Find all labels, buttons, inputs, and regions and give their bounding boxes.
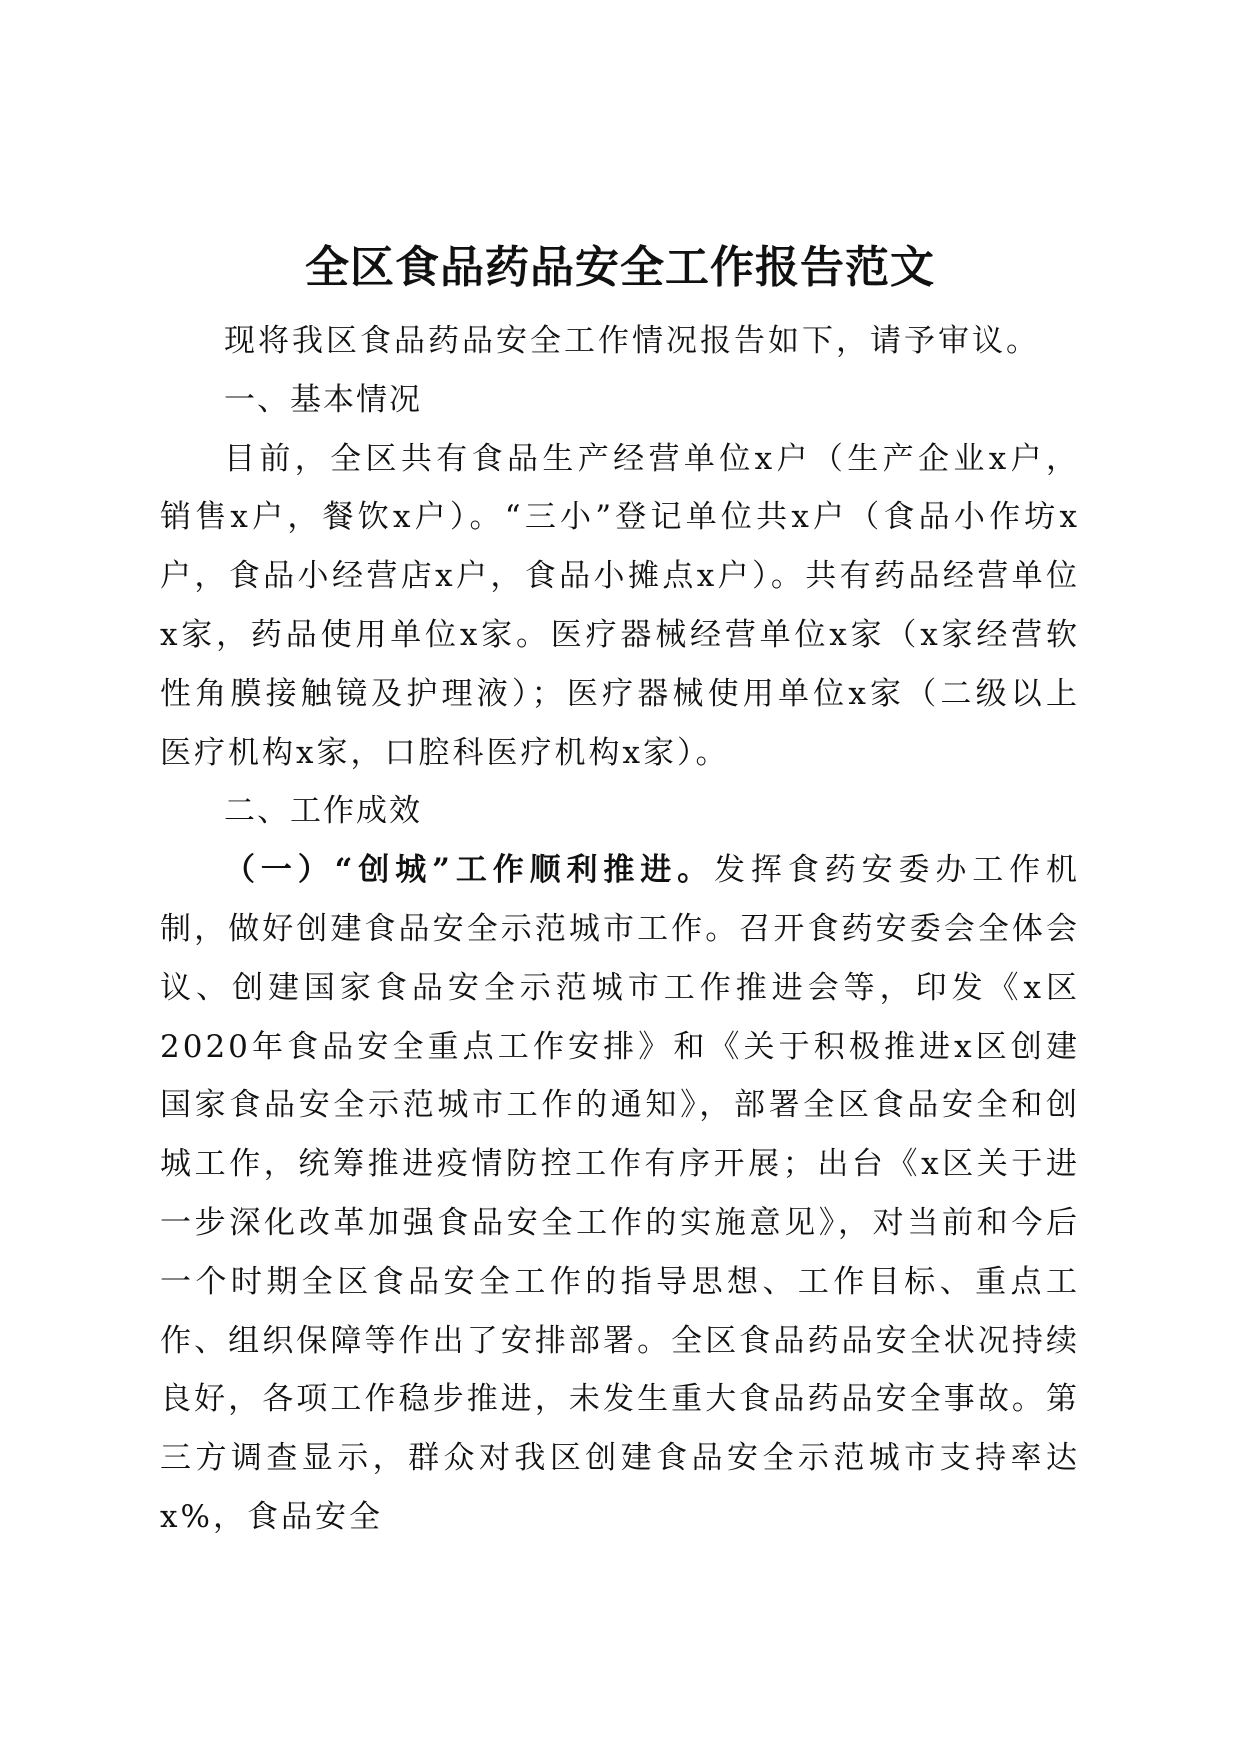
intro-paragraph: 现将我区食品药品安全工作情况报告如下，请予审议。 (224, 323, 1040, 359)
item-1-body: 发挥食药安委办工作机制，做好创建食品安全示范城市工作。召开食药安委会全体会议、创建国家食品安全示范城市工作推进会等，印发《x区2020年食品安全重点工作安排》和《关于积极推进x区创建国家食品安全示范城市工作的通知》，部署全区食品安全和创城工作，统筹推进疫情防控工作有序开展；出台《x区关于进一步深化改革加强食品安全工作的实施意见》，对当前和今后一个时期全区食品安全工作的指导思想、工作目标、重点工作、组织保障等作出了安排部署。全区食品药品安全状况持续良好，各项工作稳步推进，未发生重大食品药品安全事故。第三方调查显示，群众对我区创建食品安全示范城市支持率达x%，食品安全 (160, 852, 1081, 1535)
basic-situation-paragraph: 目前，全区共有食品生产经营单位x户（生产企业x户，销售x户，餐饮x户）。“三小”登记单位共x户（食品小作坊x户，食品小经营店x户，食品小摊点x户）。共有药品经营单位x家，药品使用单位x家。医疗器械经营单位x家（x家经营软性角膜接触镜及护理液）；医疗器械使用单位x家（二级以上医疗机构x家，口腔科医疗机构x家）。 (160, 440, 1080, 771)
section-heading-basic-situation: 一、基本情况 (224, 381, 422, 418)
work-results-item-1-paragraph (160, 841, 1080, 1547)
document-title: 全区食品药品安全工作报告范文 (305, 242, 935, 293)
section-heading-work-results: 二、工作成效 (224, 793, 422, 830)
document-page (160, 240, 1080, 1547)
item-1-lead: （一）“创城”工作顺利推进。 (224, 852, 715, 889)
